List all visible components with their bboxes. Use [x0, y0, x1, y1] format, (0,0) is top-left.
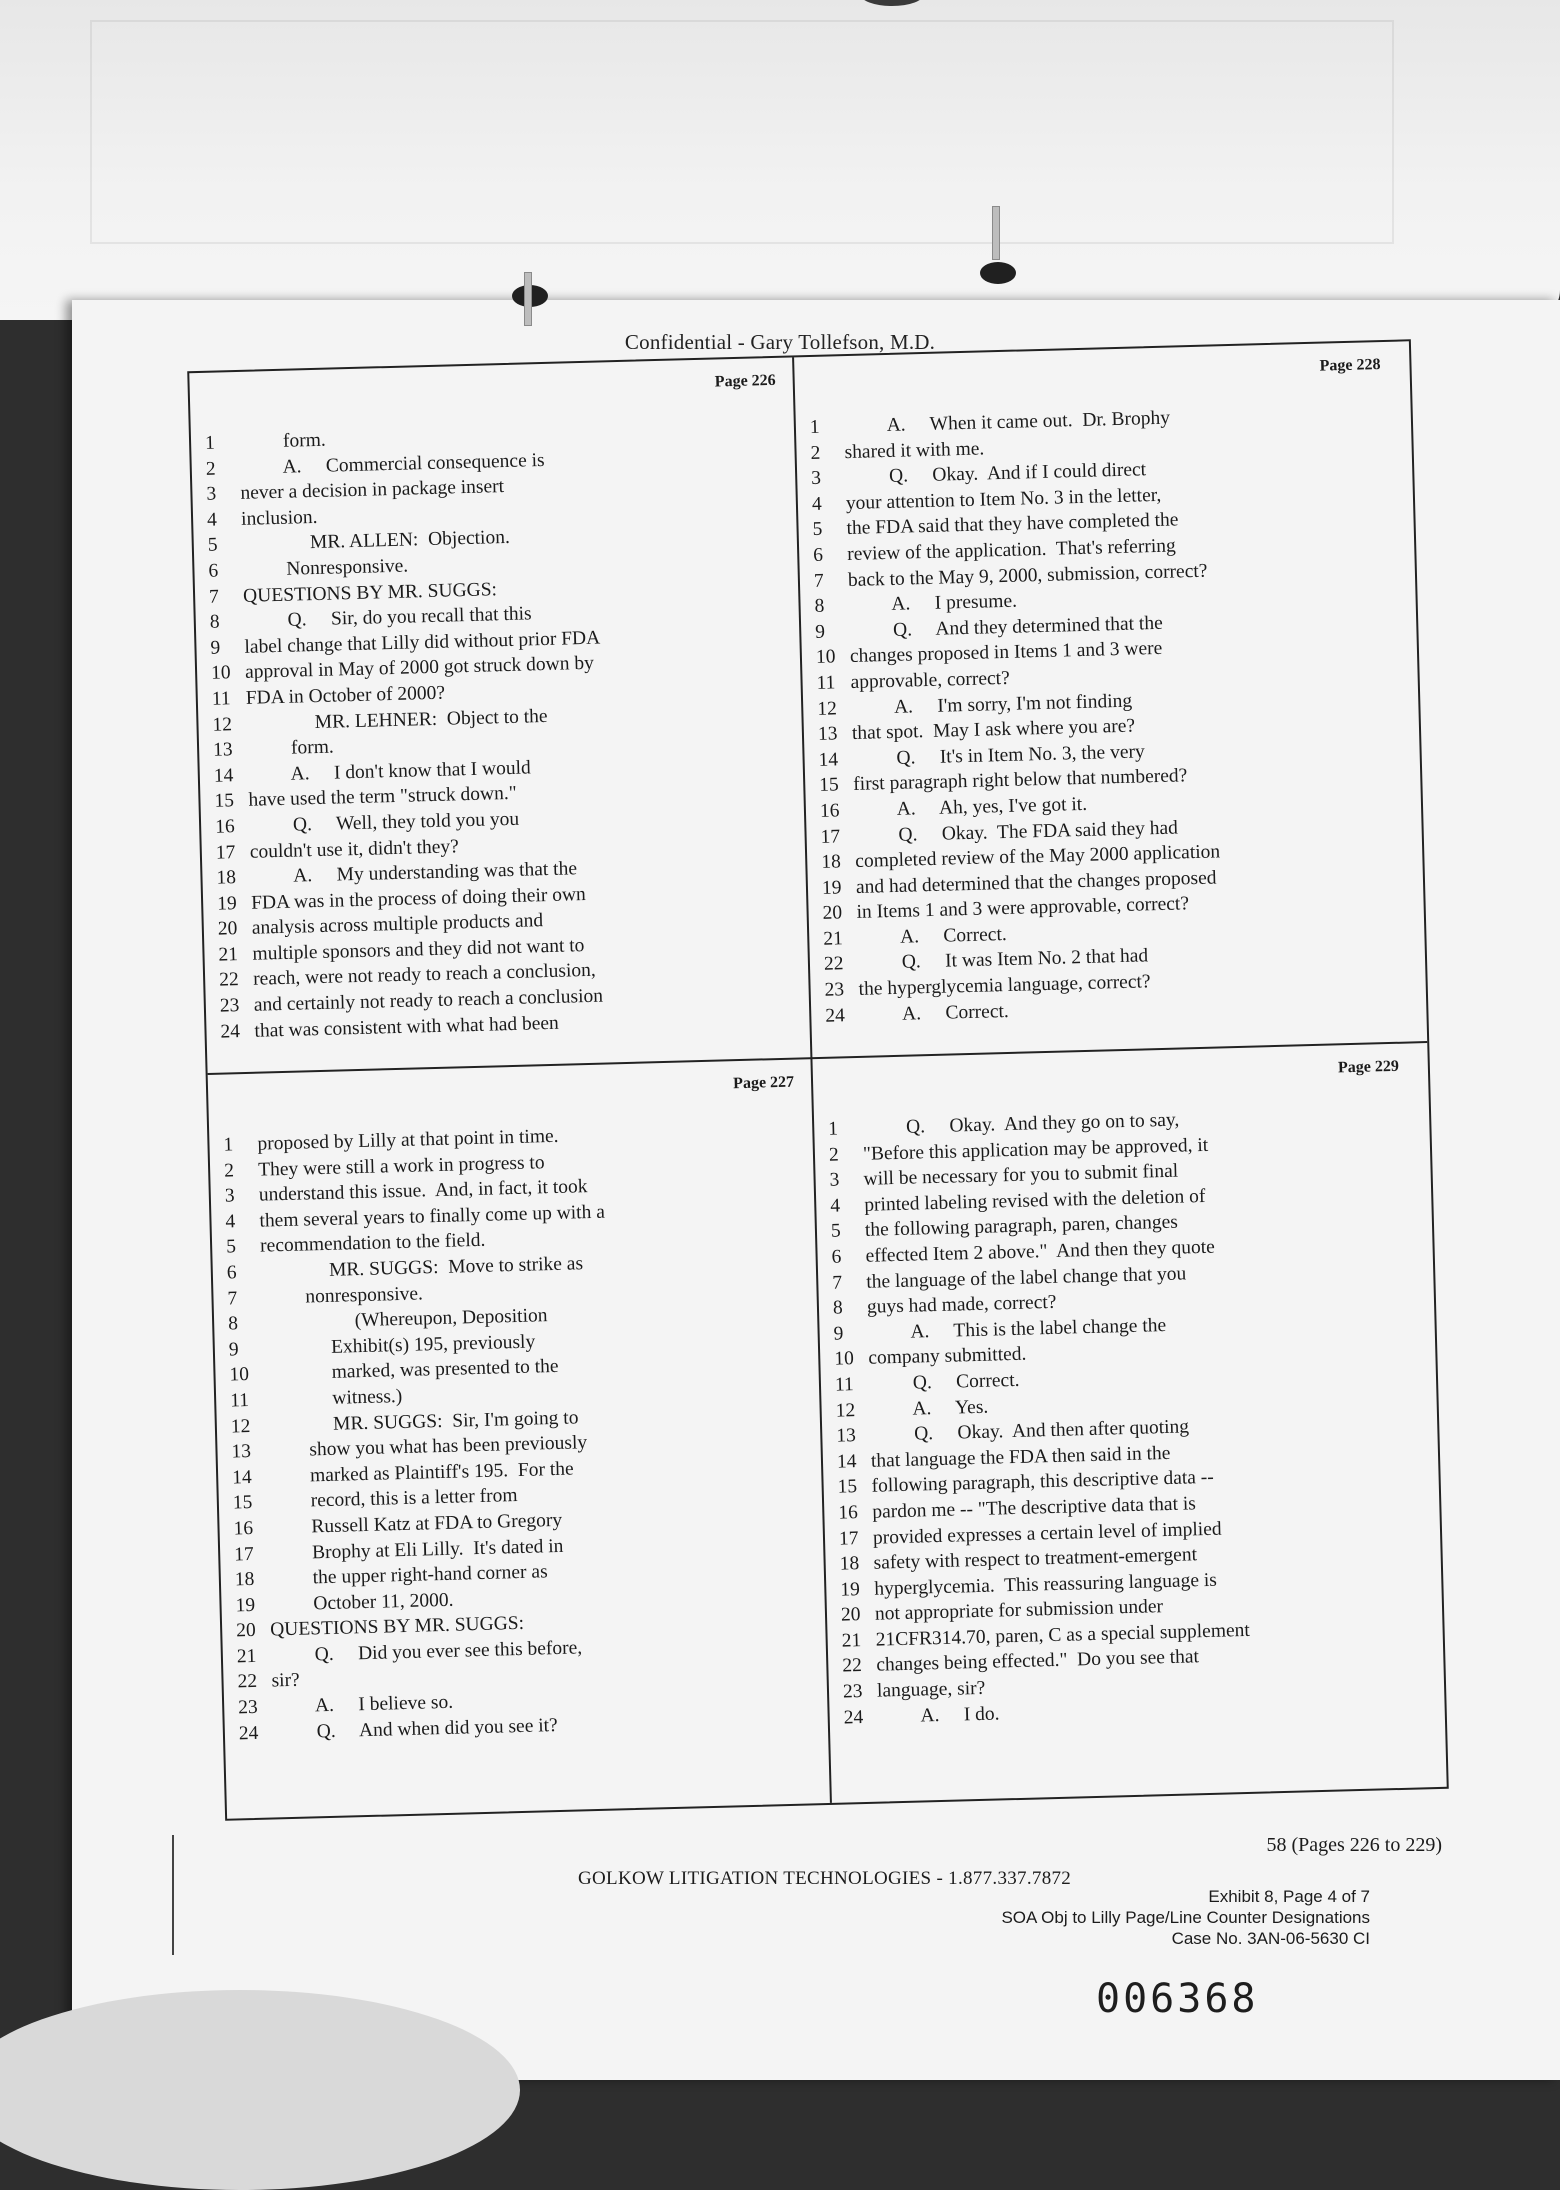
line-text: A. Correct.	[857, 923, 1008, 949]
line-number: 20	[822, 902, 843, 925]
foreground-object	[0, 1990, 520, 2190]
line-text: the following paragraph, paren, changes	[864, 1212, 1179, 1242]
line-text: that was consistent with what had been	[254, 1012, 560, 1042]
line-text: recommendation to the field.	[259, 1230, 486, 1258]
line-number: 5	[207, 534, 218, 557]
line-number: 13	[817, 723, 838, 746]
line-number: 7	[832, 1272, 843, 1294]
line-number: 5	[812, 519, 823, 541]
line-text: "Before this application may be approved, it	[862, 1134, 1209, 1165]
line-number: 18	[821, 851, 842, 873]
line-text: A. I presume.	[848, 590, 1018, 617]
line-text: marked as Plaintiff's 195. For the	[265, 1458, 574, 1488]
line-text: first paragraph right below that numbered?	[853, 765, 1188, 796]
line-text: Brophy at Eli Lilly. It's dated in	[267, 1535, 564, 1565]
line-number: 11	[229, 1389, 250, 1412]
line-number: 8	[227, 1313, 239, 1335]
line-text: QUESTIONS BY MR. SUGGS:	[242, 578, 498, 607]
line-text: A. I believe so.	[271, 1691, 454, 1718]
line-text: A. When it came out. Dr. Brophy	[843, 407, 1171, 438]
line-number: 3	[810, 467, 822, 490]
bleed-through-text	[90, 20, 1394, 244]
line-text: Q. Sir, do you recall that this	[243, 603, 532, 633]
line-number: 10	[229, 1364, 250, 1386]
line-text: guys had made, correct?	[866, 1291, 1057, 1318]
line-number: 16	[233, 1517, 254, 1540]
quadrant-page-229	[812, 1043, 1430, 1758]
line-text: back to the May 9, 2000, submission, correct?	[847, 560, 1208, 591]
line-number: 17	[838, 1527, 859, 1550]
line-number: 16	[838, 1502, 859, 1524]
line-number: 7	[208, 586, 220, 608]
line-text: couldn't use it, didn't they?	[249, 835, 460, 863]
line-number: 16	[214, 816, 235, 838]
line-number: 20	[840, 1604, 861, 1626]
quadrant-page-228	[794, 342, 1412, 1057]
line-text: reach, were not ready to reach a conclusion,	[252, 960, 597, 991]
line-number: 4	[206, 509, 218, 531]
line-text: following paragraph, this descriptive data --	[871, 1467, 1215, 1498]
line-text: FDA was in the process of doing their own	[250, 883, 587, 914]
line-number: 2	[810, 442, 821, 464]
line-number: 4	[811, 493, 822, 515]
line-number: 9	[228, 1339, 239, 1361]
line-text: MR. ALLEN: Objection.	[241, 527, 511, 556]
line-number: 6	[208, 560, 219, 582]
line-number: 21	[841, 1629, 862, 1652]
line-number: 20	[235, 1620, 256, 1642]
line-text: A. Commercial consequence is	[239, 449, 545, 479]
line-text: Nonresponsive.	[242, 555, 409, 581]
line-text: the hyperglycemia language, correct?	[858, 971, 1151, 1000]
line-text: company submitted.	[868, 1343, 1027, 1370]
line-number: 23	[824, 979, 845, 1001]
line-number: 12	[817, 697, 838, 720]
page-number-label: Page 229	[1337, 1057, 1400, 1077]
page-header-title: Confidential - Gary Tollefson, M.D.	[624, 330, 936, 354]
line-number: 24	[238, 1722, 259, 1745]
line-number: 9	[815, 621, 826, 643]
line-number: 15	[837, 1476, 858, 1498]
page-number-label: Page 228	[1319, 356, 1381, 375]
line-number: 11	[211, 688, 231, 710]
line-number: 13	[836, 1425, 857, 1447]
line-number: 6	[812, 544, 824, 566]
line-text: Exhibit(s) 195, previously	[262, 1331, 536, 1360]
line-text: multiple sponsors and they did not want to	[252, 934, 585, 965]
line-text: They were still a work in progress to	[257, 1151, 545, 1181]
line-number: 11	[834, 1374, 855, 1396]
line-text: that spot. May I ask where you are?	[851, 715, 1136, 745]
line-number: 18	[216, 867, 237, 889]
line-number: 14	[836, 1450, 857, 1473]
line-text: inclusion.	[240, 506, 318, 530]
transcript-grid	[187, 339, 1449, 1821]
line-number: 7	[227, 1287, 238, 1310]
line-number: 21	[218, 944, 239, 966]
line-number: 8	[832, 1297, 844, 1319]
pages-summary: 58 (Pages 226 to 229)	[1266, 1834, 1442, 1856]
line-number: 10	[834, 1348, 855, 1371]
reporter-line: GOLKOW LITIGATION TECHNOLOGIES - 1.877.337.7872	[578, 1868, 1072, 1889]
line-number: 21	[823, 928, 844, 950]
line-text: MR. LEHNER: Object to the	[246, 705, 548, 735]
binder-ring-right	[992, 206, 1000, 260]
line-number: 15	[819, 774, 840, 797]
line-text: Russell Katz at FDA to Gregory	[267, 1509, 563, 1539]
exhibit-stamp	[1001, 1886, 1370, 1949]
quadrant-page-227	[208, 1059, 826, 1774]
line-text: changes being effected." Do you see that	[876, 1646, 1200, 1677]
line-number: 22	[218, 969, 239, 992]
line-number: 20	[217, 918, 238, 940]
line-text: label change that Lilly did without prior FDA	[244, 627, 601, 658]
line-text: QUESTIONS BY MR. SUGGS:	[269, 1613, 525, 1641]
line-text: shared it with me.	[844, 438, 985, 463]
line-number: 13	[231, 1441, 252, 1463]
line-number: 6	[226, 1262, 237, 1284]
line-number: 2	[828, 1144, 839, 1166]
line-text: Q. Correct.	[868, 1369, 1020, 1395]
exhibit-line: SOA Obj to Lilly Page/Line Counter Designations	[1001, 1908, 1370, 1927]
line-text: A. This is the label change the	[867, 1314, 1167, 1344]
line-number: 8	[814, 595, 825, 618]
line-text: the language of the label change that you	[866, 1262, 1187, 1293]
line-number: 10	[210, 662, 231, 685]
exhibit-line: Exhibit 8, Page 4 of 7	[1208, 1887, 1370, 1906]
line-text: that language the FDA then said in the	[870, 1442, 1171, 1472]
line-text: A. I do.	[877, 1703, 1000, 1728]
underlying-page-fold	[0, 0, 1560, 320]
line-text: 21CFR314.70, paren, C as a special supplement	[875, 1619, 1251, 1651]
line-number: 12	[230, 1415, 251, 1438]
quadrant-page-226	[189, 358, 807, 1073]
line-number: 2	[223, 1159, 235, 1182]
line-text: form.	[246, 736, 335, 760]
line-text: A. Ah, yes, I've got it.	[853, 793, 1088, 821]
line-number: 19	[216, 892, 237, 915]
line-text: understand this issue. And, in fact, it took	[258, 1176, 588, 1206]
line-number: 14	[231, 1466, 252, 1489]
line-text: show you what has been previously	[265, 1432, 588, 1462]
line-number: 24	[843, 1706, 864, 1729]
line-text: FDA in October of 2000?	[245, 682, 446, 709]
line-number: 5	[830, 1220, 841, 1243]
line-number: 22	[237, 1671, 258, 1693]
line-number: 14	[213, 764, 234, 787]
line-text: effected Item 2 above." And then they quote	[865, 1236, 1216, 1267]
line-number: 15	[232, 1492, 253, 1514]
line-text: nonresponsive.	[261, 1282, 424, 1309]
line-text: Q. And they determined that the	[848, 612, 1163, 642]
line-number: 10	[815, 646, 836, 669]
line-text: Q. Okay. And they go on to say,	[862, 1109, 1180, 1139]
line-text: approvable, correct?	[850, 667, 1010, 693]
page-number-label: Page 226	[714, 371, 776, 391]
line-text: pardon me -- "The descriptive data that is	[872, 1493, 1197, 1523]
line-text: Q. Well, they told you you	[248, 808, 520, 837]
line-text: A. I'm sorry, I'm not finding	[850, 690, 1133, 719]
line-text: safety with respect to treatment-emergent	[873, 1544, 1198, 1574]
line-number: 9	[210, 637, 221, 659]
line-number: 23	[842, 1681, 863, 1703]
line-text: MR. SUGGS: Sir, I'm going to	[264, 1406, 579, 1437]
line-text: A. Yes.	[869, 1396, 989, 1421]
line-text: form.	[238, 429, 327, 453]
line-number: 12	[835, 1399, 856, 1422]
line-number: 11	[816, 672, 836, 694]
page-edge-mark	[172, 1835, 174, 1955]
line-number: 23	[219, 995, 240, 1017]
line-text: them several years to finally come up with a	[259, 1201, 606, 1232]
line-number: 18	[839, 1553, 860, 1575]
line-text: sir?	[271, 1670, 300, 1692]
line-number: 3	[224, 1185, 235, 1207]
line-text: and certainly not ready to reach a conclusion	[253, 985, 604, 1016]
binder-ring-left	[524, 272, 532, 326]
line-number: 5	[225, 1236, 237, 1258]
line-number: 3	[206, 483, 217, 505]
line-text: approval in May of 2000 got struck down by	[244, 653, 595, 684]
line-number: 21	[236, 1645, 257, 1668]
line-number: 17	[233, 1543, 254, 1565]
line-text: review of the application. That's referring	[846, 535, 1176, 566]
line-text: analysis across multiple products and	[251, 910, 544, 940]
line-text: language, sir?	[876, 1677, 986, 1702]
transcript-lines	[223, 1120, 815, 1749]
line-number: 1	[204, 432, 216, 454]
line-text: A. I don't know that I would	[247, 757, 531, 786]
line-number: 19	[821, 877, 842, 899]
line-text: A. My understanding was that the	[250, 858, 578, 888]
line-text: never a decision in package insert	[240, 476, 505, 505]
line-text: witness.)	[263, 1385, 403, 1411]
binder-hole-right	[980, 262, 1016, 284]
line-text: Q. It's in Item No. 3, the very	[852, 741, 1145, 770]
line-number: 4	[225, 1211, 236, 1233]
transcript-lines	[828, 1104, 1420, 1733]
exhibit-line: Case No. 3AN-06-5630 CI	[1171, 1929, 1370, 1948]
line-number: 16	[819, 800, 840, 822]
line-text: Q. Okay. The FDA said they had	[854, 816, 1179, 847]
line-number: 15	[214, 790, 235, 813]
line-number: 1	[828, 1118, 839, 1140]
line-text: the upper right-hand corner as	[268, 1561, 548, 1590]
line-number: 2	[205, 458, 216, 480]
line-text: hyperglycemia. This reassuring language is	[874, 1569, 1218, 1600]
transcript-lines	[810, 402, 1402, 1031]
line-number: 1	[809, 416, 820, 438]
line-text: Q. Okay. And if I could direct	[844, 459, 1147, 489]
line-text: MR. SUGGS: Move to strike as	[260, 1253, 584, 1283]
line-number: 23	[237, 1696, 259, 1719]
line-number: 6	[831, 1246, 842, 1268]
line-text: your attention to Item No. 3 in the letter,	[845, 484, 1162, 514]
line-number: 12	[212, 713, 233, 736]
line-number: 7	[813, 570, 824, 592]
line-number: 19	[840, 1578, 861, 1601]
line-text: (Whereupon, Deposition	[261, 1305, 548, 1334]
line-number: 18	[234, 1569, 255, 1591]
bates-number: 006368	[1096, 1976, 1259, 2022]
line-number: 19	[235, 1594, 256, 1617]
line-text: record, this is a letter from	[266, 1485, 518, 1513]
line-number: 22	[823, 953, 844, 976]
line-text: changes proposed in Items 1 and 3 were	[849, 638, 1163, 668]
line-number: 3	[829, 1169, 840, 1191]
line-text: completed review of the May 2000 application	[855, 841, 1221, 873]
line-text: in Items 1 and 3 were approvable, correct?	[856, 893, 1190, 924]
line-number: 14	[818, 749, 839, 771]
line-text: will be necessary for you to submit final	[863, 1160, 1179, 1191]
line-text: Q. Did you ever see this before,	[270, 1637, 583, 1667]
line-text: the FDA said that they have completed the	[846, 509, 1179, 540]
line-text: marked, was presented to the	[263, 1356, 559, 1385]
line-text: Q. Okay. And then after quoting	[870, 1416, 1190, 1446]
line-text: October 11, 2000.	[269, 1589, 454, 1616]
line-number: 13	[212, 739, 233, 761]
line-number: 17	[820, 825, 841, 848]
line-text: Q. And when did you see it?	[272, 1714, 558, 1744]
line-text: A. Correct.	[859, 1000, 1010, 1026]
line-text: printed labeling revised with the deletion of	[864, 1185, 1206, 1216]
line-number: 8	[209, 611, 220, 633]
line-number: 24	[825, 1004, 846, 1027]
line-number: 4	[830, 1195, 841, 1217]
line-text: have used the term "struck down."	[248, 783, 517, 812]
line-number: 1	[223, 1134, 234, 1156]
line-number: 9	[833, 1323, 844, 1345]
line-number: 17	[215, 841, 236, 864]
line-text: provided expresses a certain level of implied	[872, 1518, 1222, 1549]
page-number-label: Page 227	[732, 1073, 795, 1093]
line-text: Q. It was Item No. 2 that had	[857, 945, 1149, 975]
line-text: proposed by Lilly at that point in time.	[257, 1125, 559, 1155]
line-number: 24	[220, 1020, 241, 1043]
line-number: 22	[842, 1655, 863, 1678]
transcript-lines	[205, 418, 797, 1047]
line-text: not appropriate for submission under	[874, 1596, 1164, 1625]
line-text: and had determined that the changes proposed	[855, 867, 1217, 898]
